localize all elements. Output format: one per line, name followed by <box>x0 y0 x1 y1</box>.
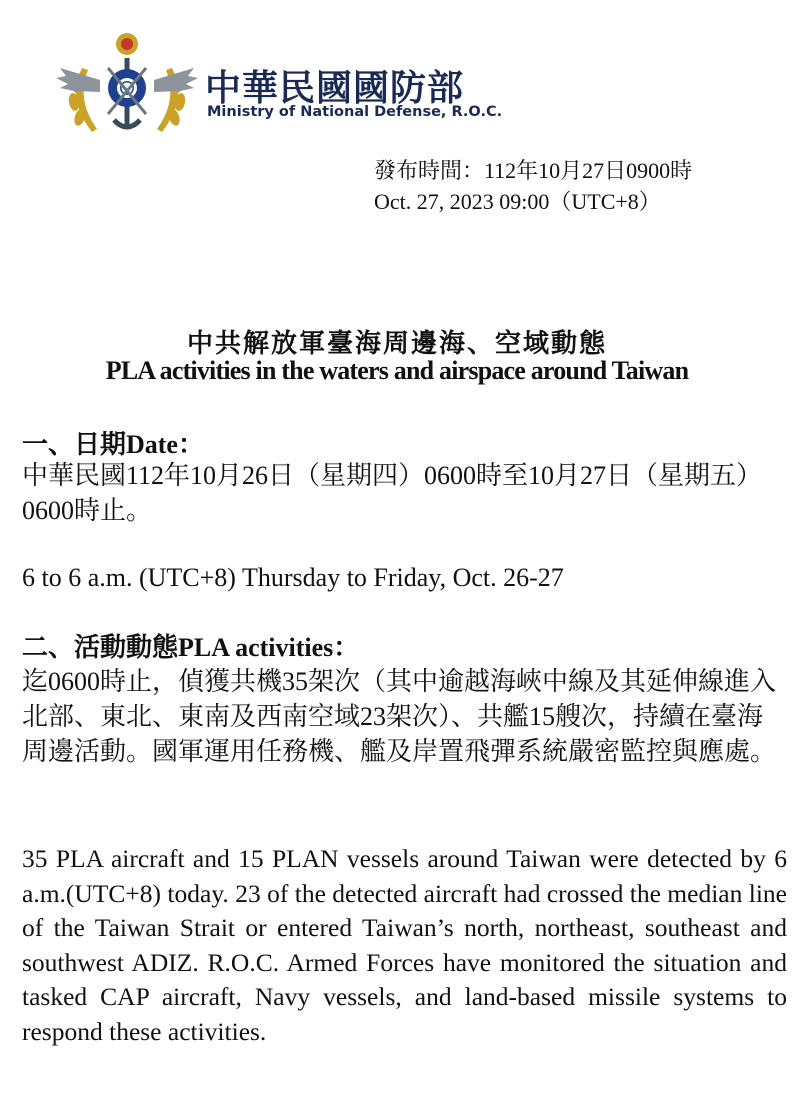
mnd-emblem-logo <box>52 28 202 143</box>
section-activities-text-zh: 迄0600時止，偵獲共機35架次（其中逾越海峽中線及其延伸線進入北部、東北、東南及西南空域23架次）、共艦15艘次，持續在臺海周邊活動。國軍運用任務機、艦及岸置飛彈系統嚴密監控與應處。 <box>22 667 777 766</box>
section-date-text-en: 6 to 6 a.m. (UTC+8) Thursday to Friday, Oct. 26-27 <box>22 563 564 592</box>
section-activities-text-en: 35 PLA aircraft and 15 PLAN vessels around Taiwan were detected by 6 a.m.(UTC+8) today. 23 of the detected aircraft had crossed the median line of the Taiwan Strait or entered Taiwan’s north, northeast, southeast and southwest ADIZ. R.O.C. Armed Forces have monitored the situation and tasked CAP aircraft, Navy vessels, and land-based missile systems to respond these activities. <box>22 844 787 1046</box>
section-date-heading: 一、日期Date： <box>22 430 204 459</box>
blossom-icon <box>116 33 138 55</box>
header <box>52 28 572 143</box>
release-time-block <box>374 155 692 217</box>
page-title-zh: 中共解放軍臺海周邊海、空域動態 <box>186 329 607 358</box>
release-time-zh: 發布時間：112年10月27日0900時 <box>374 158 693 183</box>
section-date-text-zh: 中華民國112年10月26日（星期四）0600時至10月27日（星期五）0600時止。 <box>22 461 763 525</box>
ministry-name-en: Ministry of National Defense, R.O.C. <box>207 104 503 120</box>
section-activities-heading: 二、活動動態PLA activities： <box>22 633 360 662</box>
ministry-name-zh: 中華民國國防部 <box>205 68 465 109</box>
page-title-en: PLA activities in the waters and airspace around Taiwan <box>105 356 689 385</box>
release-time-en: Oct. 27, 2023 09:00（UTC+8） <box>374 189 661 214</box>
